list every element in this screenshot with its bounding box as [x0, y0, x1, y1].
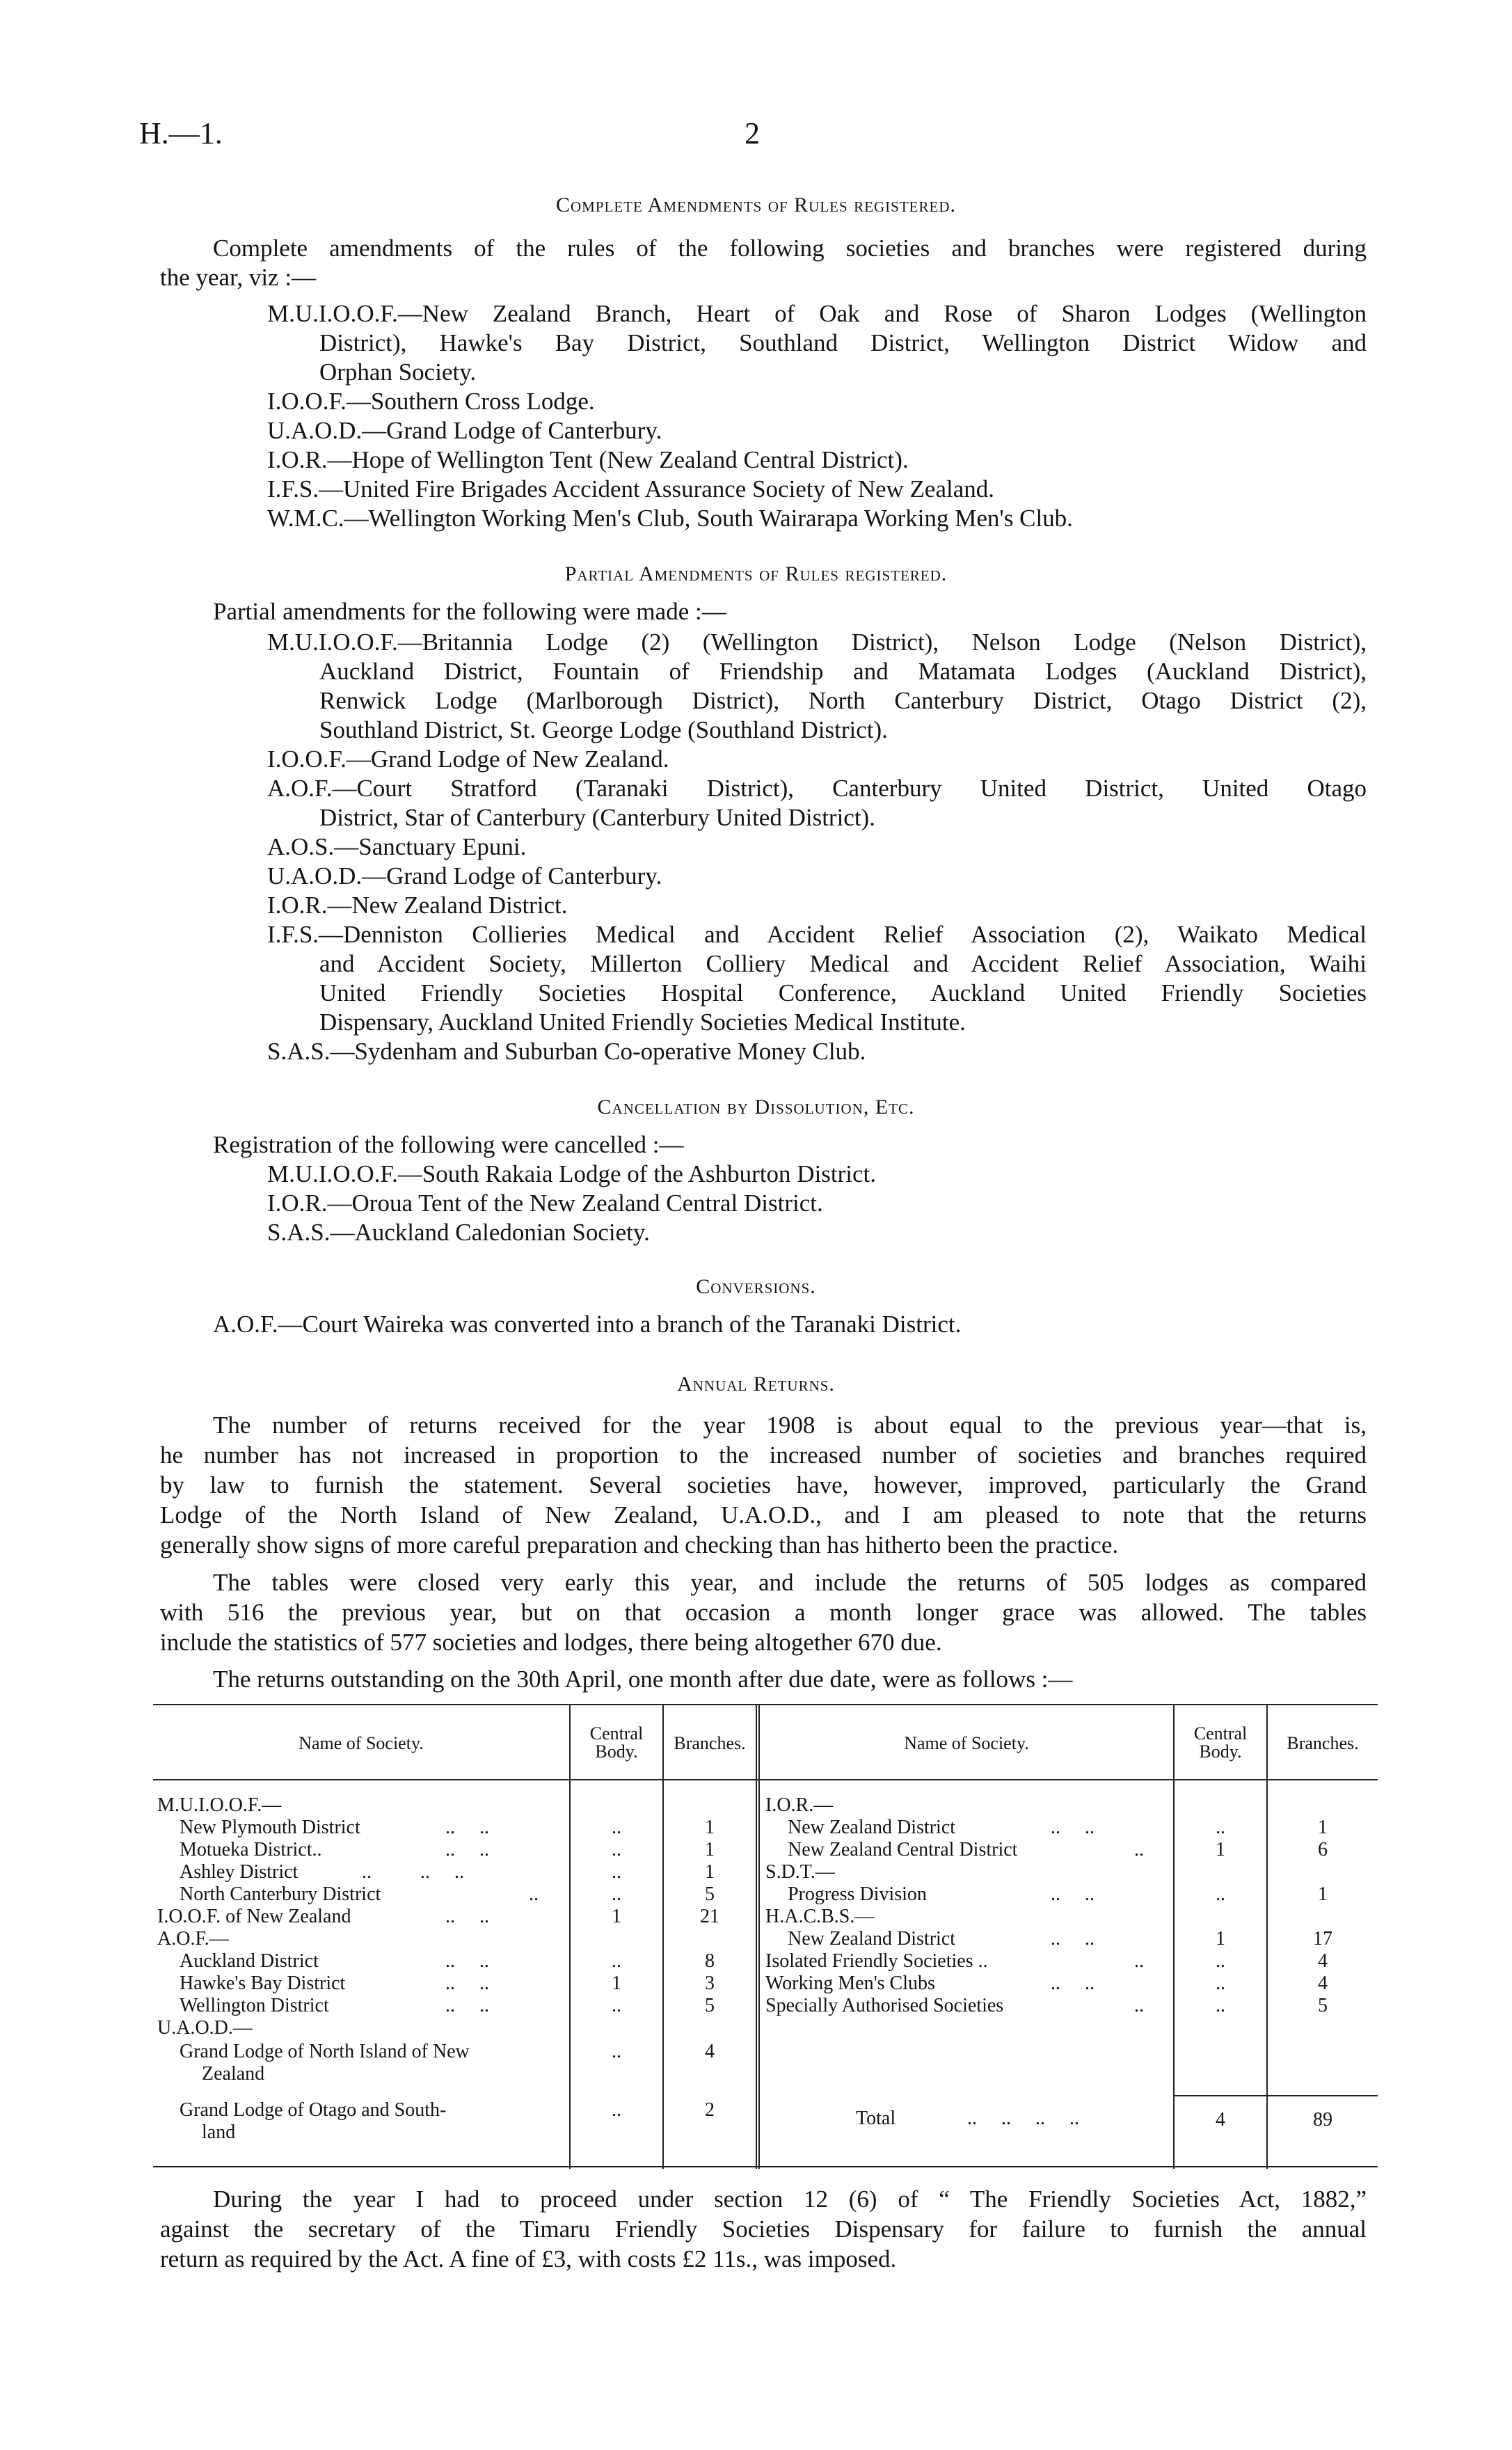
- leader-dots: .. ..: [445, 1973, 489, 1994]
- left-row-branches: 21: [700, 1906, 719, 1927]
- partial-muioof-line2: Auckland District, Fountain of Friendship and Matamata Lodges (Auckland District),: [319, 658, 1367, 685]
- left-row-branches: 5: [705, 1995, 715, 2016]
- leader-dots: .. .. ..: [362, 1861, 464, 1883]
- left-row-central: ..: [612, 1950, 621, 1972]
- header-central-left-2: Body.: [595, 1741, 638, 1762]
- closing-line3: return as required by the Act. A fine of £3, with costs £2 11s., was imposed.: [160, 2245, 897, 2273]
- left-row-central: ..: [612, 1883, 621, 1905]
- leader-dots: .. ..: [1051, 1817, 1095, 1838]
- table-rule-top: [153, 1704, 1378, 1705]
- partial-ifs-line1: I.F.S.—Denniston Collieries Medical and Accident Relief Association (2), Waikato Medical: [267, 921, 1367, 948]
- table-rule-bottom: [153, 2166, 1378, 2167]
- right-row-name: New Zealand District: [788, 1928, 956, 1950]
- right-row-name: New Zealand Central District: [788, 1839, 1018, 1860]
- closing-line1: During the year I had to proceed under section 12 (6) of “ The Friendly Societies Act, 1882,”: [213, 2186, 1367, 2213]
- conversions-heading: Conversions.: [696, 1275, 816, 1298]
- annual-p1-line2: he number has not increased in proportion to the increased number of societies and branches required: [160, 1441, 1367, 1469]
- left-row-central: ..: [612, 1839, 621, 1860]
- right-row-branches: 4: [1318, 1973, 1328, 1994]
- partial-iootf: I.O.O.F.—Grand Lodge of New Zealand.: [267, 745, 669, 773]
- right-row-central: ..: [1216, 1973, 1225, 1994]
- partial-ifs-line2: and Accident Society, Millerton Colliery Medical and Accident Relief Association, Waihi: [319, 950, 1367, 977]
- cancellation-item-1: M.U.I.O.O.F.—South Rakaia Lodge of the Ashburton District.: [267, 1160, 877, 1187]
- running-title: H.—1.: [139, 116, 223, 150]
- right-row-name: Progress Division: [788, 1883, 927, 1905]
- right-row-name: Working Men's Clubs: [765, 1973, 935, 1994]
- conversions-text: A.O.F.—Court Waireka was converted into a branch of the Taranaki District.: [213, 1311, 962, 1338]
- leader-dots: ..: [529, 1883, 539, 1905]
- cancellation-item-3: S.A.S.—Auckland Caledonian Society.: [267, 1219, 650, 1246]
- partial-sas: S.A.S.—Sydenham and Suburban Co-operative Money Club.: [267, 1038, 866, 1065]
- partial-ifs-line3: United Friendly Societies Hospital Conference, Auckland United Friendly Societies: [319, 979, 1367, 1006]
- left-row-central: ..: [612, 1817, 621, 1838]
- header-name-right: Name of Society.: [904, 1733, 1029, 1753]
- left-row-branches: 5: [705, 1883, 715, 1905]
- closing-line2: against the secretary of the Timaru Friendly Societies Dispensary for failure to furnish the annual: [160, 2215, 1367, 2243]
- right-row-name: Specially Authorised Societies: [765, 1995, 1004, 2016]
- right-row-central: ..: [1216, 1950, 1225, 1972]
- leader-dots: .. ..: [445, 1995, 489, 2016]
- leader-dots: .. ..: [1051, 1928, 1095, 1950]
- right-row-branches: 1: [1318, 1817, 1328, 1838]
- partial-ifs-line4: Dispensary, Auckland United Friendly Societies Medical Institute.: [319, 1009, 966, 1036]
- left-row-branches: 8: [705, 1950, 715, 1972]
- page-number: 2: [745, 116, 760, 150]
- left-row-branches: 1: [705, 1861, 715, 1883]
- header-branches-left: Branches.: [674, 1733, 746, 1753]
- right-row-central: ..: [1216, 1883, 1225, 1905]
- left-row-central: ..: [612, 1861, 621, 1883]
- cancellation-item-2: I.O.R.—Oroua Tent of the New Zealand Central District.: [267, 1190, 823, 1217]
- partial-muioof-line1: M.U.I.O.O.F.—Britannia Lodge (2) (Wellington District), Nelson Lodge (Nelson District),: [267, 629, 1367, 656]
- complete-muioof-line3: Orphan Society.: [319, 358, 477, 386]
- left-row-name: Hawke's Bay District: [180, 1973, 346, 1994]
- left-row-branches: 2: [705, 2099, 715, 2121]
- annual-p1-line4: Lodge of the North Island of New Zealand, U.A.O.D., and I am pleased to note that the returns: [160, 1501, 1367, 1528]
- left-row-branches: 1: [705, 1839, 715, 1860]
- header-central-left-1: Central: [589, 1723, 644, 1744]
- left-row-name: Wellington District: [180, 1995, 329, 2016]
- left-row-name: Ashley District: [180, 1861, 299, 1883]
- leader-dots: .. ..: [445, 1906, 489, 1927]
- right-row-name: Isolated Friendly Societies ..: [765, 1950, 988, 1972]
- complete-iootf: I.O.O.F.—Southern Cross Lodge.: [267, 388, 595, 415]
- outstanding-returns-table: [153, 1704, 1378, 2169]
- left-row-name-cont: land: [202, 2121, 236, 2143]
- right-row-central: ..: [1216, 1817, 1225, 1838]
- right-row-central: 1: [1216, 1928, 1225, 1950]
- left-row-name: North Canterbury District: [180, 1883, 381, 1905]
- left-row-central: ..: [612, 1995, 621, 2016]
- partial-ior: I.O.R.—New Zealand District.: [267, 892, 568, 919]
- left-row-branches: 1: [705, 1817, 715, 1838]
- complete-ifs: I.F.S.—United Fire Brigades Accident Assurance Society of New Zealand.: [267, 475, 995, 503]
- complete-uaod: U.A.O.D.—Grand Lodge of Canterbury.: [267, 417, 662, 444]
- leader-dots: ..: [1134, 1995, 1144, 2016]
- left-row-name: New Plymouth District: [180, 1817, 360, 1838]
- annual-p2-line3: include the statistics of 577 societies and lodges, there being altogether 670 due.: [160, 1629, 942, 1656]
- annual-p3: The returns outstanding on the 30th April, one month after due date, were as follows :—: [213, 1666, 1073, 1693]
- right-row-name: New Zealand District: [788, 1817, 956, 1838]
- leader-dots: .. ..: [1051, 1973, 1095, 1994]
- total-rule: [1175, 2095, 1378, 2096]
- annual-p2-line2: with 516 the previous year, but on that occasion a month longer grace was allowed. The tables: [160, 1599, 1367, 1626]
- complete-muioof-line1: M.U.I.O.O.F.—New Zealand Branch, Heart of Oak and Rose of Sharon Lodges (Wellington: [267, 300, 1367, 327]
- partial-muioof-line3: Renwick Lodge (Marlborough District), North Canterbury District, Otago District (2),: [319, 687, 1367, 714]
- left-row-central: ..: [612, 2099, 621, 2121]
- right-row-branches: 6: [1318, 1839, 1328, 1860]
- total-label: Total: [856, 2108, 896, 2129]
- leader-dots: .. .. .. ..: [967, 2108, 1079, 2129]
- right-row-name: I.O.R.—: [765, 1794, 834, 1816]
- partial-intro: Partial amendments for the following were made :—: [213, 598, 726, 625]
- left-row-name: Auckland District: [180, 1950, 319, 1972]
- left-row-name-cont: Zealand: [202, 2063, 265, 2085]
- table-rule-header: [153, 1779, 1378, 1780]
- right-row-branches: 5: [1318, 1995, 1328, 2016]
- left-row-central: 1: [612, 1973, 621, 1994]
- left-row-name: Grand Lodge of North Island of New: [180, 2041, 470, 2062]
- right-row-branches: 4: [1318, 1950, 1328, 1972]
- partial-amendments-heading: Partial Amendments of Rules registered.: [564, 562, 948, 585]
- cancellation-heading: Cancellation by Dissolution, Etc.: [597, 1096, 915, 1119]
- partial-aof-line2: District, Star of Canterbury (Canterbury United District).: [319, 804, 875, 831]
- leader-dots: .. ..: [445, 1817, 489, 1838]
- left-row-name: Grand Lodge of Otago and South-: [180, 2099, 447, 2121]
- partial-aos: A.O.S.—Sanctuary Epuni.: [267, 833, 527, 860]
- complete-ior: I.O.R.—Hope of Wellington Tent (New Zealand Central District).: [267, 446, 909, 473]
- annual-p2-line1: The tables were closed very early this year, and include the returns of 505 lodges as compared: [213, 1569, 1367, 1596]
- left-row-branches: 3: [705, 1973, 715, 1994]
- partial-uaod: U.A.O.D.—Grand Lodge of Canterbury.: [267, 862, 662, 890]
- annual-p1-line5: generally show signs of more careful preparation and checking than has hitherto been the practice.: [160, 1531, 1119, 1558]
- complete-intro-line1: Complete amendments of the rules of the following societies and branches were registered during: [213, 235, 1367, 262]
- partial-ifs-entry: [267, 920, 1367, 1037]
- right-row-central: 1: [1216, 1839, 1225, 1860]
- left-row-name: Motueka District..: [180, 1839, 322, 1860]
- left-row-name: U.A.O.D.—: [157, 2017, 253, 2039]
- annual-p1-line3: by law to furnish the statement. Several societies have, however, improved, particularly the Grand: [160, 1471, 1367, 1499]
- left-row-central: ..: [612, 2041, 621, 2062]
- right-row-central: ..: [1216, 1995, 1225, 2016]
- annual-p1-line1: The number of returns received for the year 1908 is about equal to the previous year—that is,: [213, 1412, 1367, 1439]
- partial-muioof-entry: [267, 628, 1367, 745]
- right-row-branches: 1: [1318, 1883, 1328, 1905]
- leader-dots: .. ..: [445, 1950, 489, 1972]
- left-row-branches: 4: [705, 2041, 715, 2062]
- header-branches-right: Branches.: [1287, 1733, 1359, 1753]
- total-central: 4: [1216, 2109, 1225, 2131]
- complete-muioof-line2: District), Hawke's Bay District, Southland District, Wellington District Widow and: [319, 329, 1367, 356]
- left-row-name: A.O.F.—: [157, 1928, 229, 1950]
- partial-aof-line1: A.O.F.—Court Stratford (Taranaki District), Canterbury United District, United Otago: [267, 775, 1367, 802]
- left-row-name: I.O.O.F. of New Zealand: [157, 1906, 351, 1927]
- partial-aof-entry: [267, 774, 1367, 832]
- complete-wmc: W.M.C.—Wellington Working Men's Club, South Wairarapa Working Men's Club.: [267, 505, 1073, 532]
- left-row-central: 1: [612, 1906, 621, 1927]
- right-row-name: S.D.T.—: [765, 1861, 835, 1883]
- complete-muioof-entry: [267, 299, 1367, 387]
- leader-dots: ..: [1134, 1950, 1144, 1972]
- table-center-divider: [756, 1704, 760, 2169]
- left-row-name: M.U.I.O.O.F.—: [157, 1794, 282, 1816]
- right-row-name: H.A.C.B.S.—: [765, 1906, 875, 1927]
- header-central-right-1: Central: [1193, 1723, 1248, 1744]
- complete-amendments-heading: Complete Amendments of Rules registered.: [555, 193, 957, 216]
- complete-intro-line2: the year, viz :—: [160, 264, 317, 291]
- header-name-left: Name of Society.: [299, 1733, 424, 1753]
- leader-dots: .. ..: [445, 1839, 489, 1860]
- right-row-branches: 17: [1313, 1928, 1332, 1950]
- cancellation-intro: Registration of the following were cancelled :—: [213, 1131, 684, 1158]
- total-branches: 89: [1313, 2109, 1332, 2131]
- leader-dots: ..: [1134, 1839, 1144, 1860]
- partial-muioof-line4: Southland District, St. George Lodge (Southland District).: [319, 716, 888, 743]
- leader-dots: .. ..: [1051, 1883, 1095, 1905]
- annual-returns-heading: Annual Returns.: [677, 1373, 835, 1396]
- header-central-right-2: Body.: [1199, 1741, 1242, 1762]
